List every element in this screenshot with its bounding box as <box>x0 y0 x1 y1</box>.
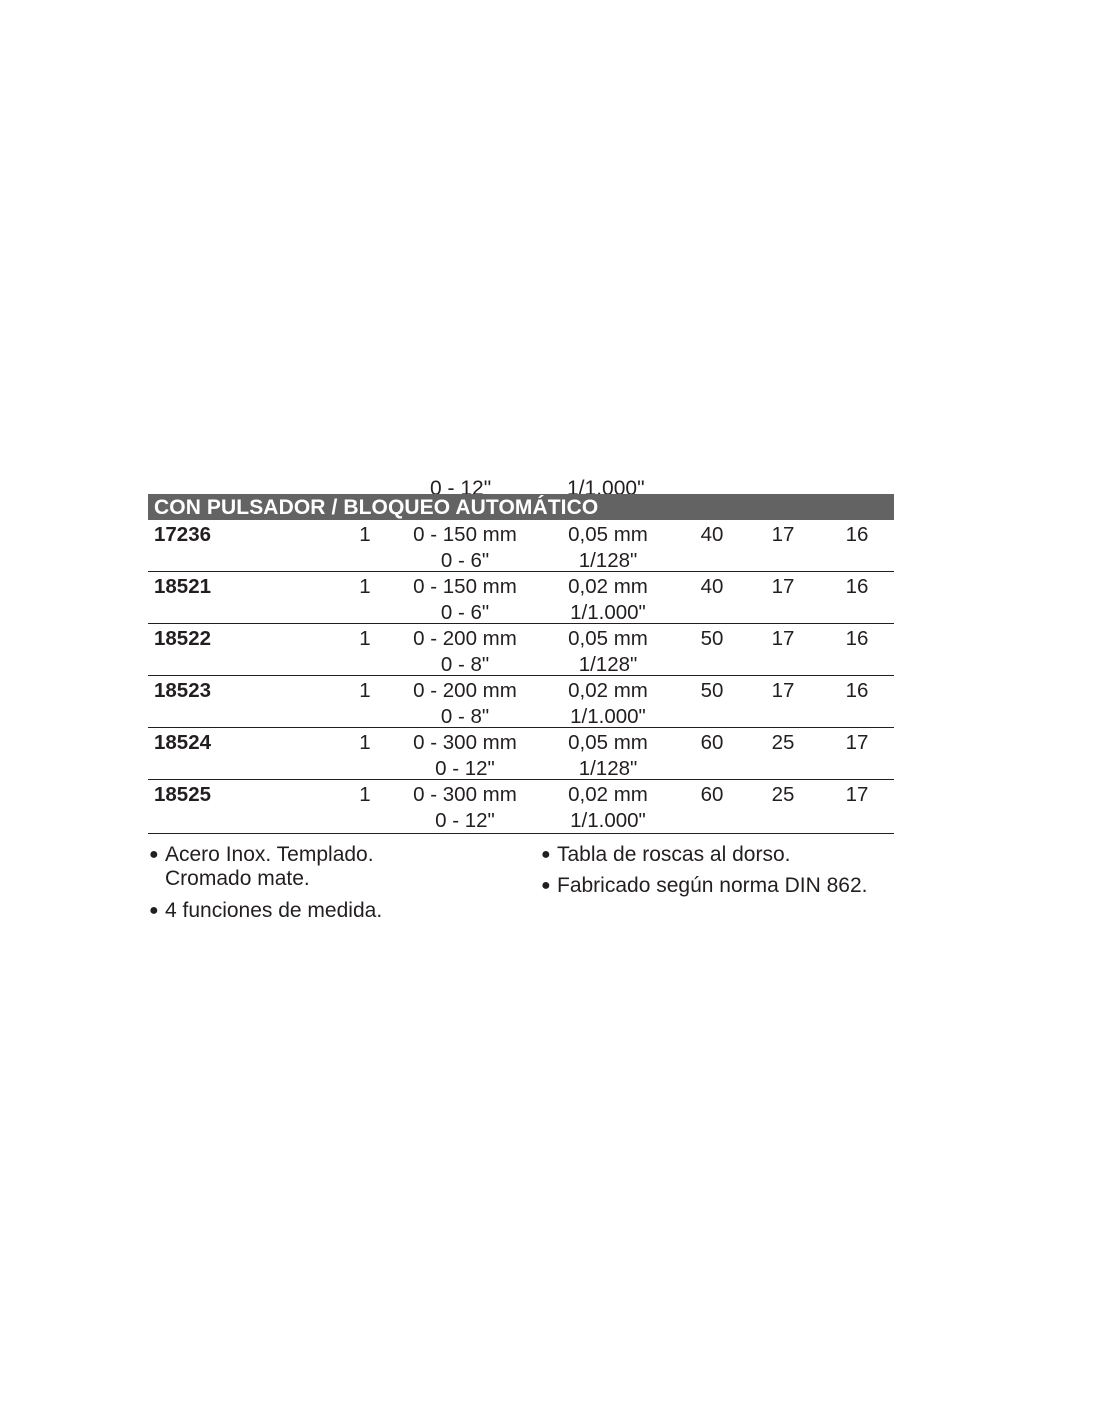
range-inch: 0 - 12" <box>435 757 495 780</box>
product-code: 17236 <box>154 523 212 546</box>
range-mm: 0 - 200 mm <box>413 679 517 702</box>
clipped-previous-row <box>148 474 894 494</box>
resolution <box>542 678 674 730</box>
measuring-range <box>400 574 530 626</box>
quantity: 1 <box>359 731 371 754</box>
dimension-b: 17 <box>771 627 795 650</box>
resolution-mm: 0,05 mm <box>568 627 648 650</box>
dimension-c: 16 <box>845 627 869 650</box>
range-inch: 0 - 8" <box>440 653 490 676</box>
list-item <box>148 843 508 891</box>
resolution-mm: 0,02 mm <box>568 783 648 806</box>
measuring-range <box>400 678 530 730</box>
bullet-icon: ● <box>541 846 551 863</box>
resolution-inch: 1/128" <box>578 757 638 780</box>
quantity: 1 <box>359 575 371 598</box>
list-item <box>540 874 900 898</box>
table-row <box>148 780 894 834</box>
quantity: 1 <box>359 783 371 806</box>
dimension-b: 17 <box>771 575 795 598</box>
range-mm: 0 - 200 mm <box>413 627 517 650</box>
clipped-resolution-text: 1/1.000" <box>567 477 645 494</box>
note-text: 4 funciones de medida. <box>165 899 383 922</box>
dimension-a: 50 <box>700 627 724 650</box>
list-item <box>148 899 508 923</box>
dimension-c: 16 <box>845 523 869 546</box>
resolution <box>542 574 674 626</box>
range-inch: 0 - 8" <box>440 705 490 728</box>
dimension-b: 25 <box>771 731 795 754</box>
resolution-inch: 1/128" <box>578 549 638 572</box>
range-inch: 0 - 12" <box>435 809 495 832</box>
measuring-range <box>400 782 530 834</box>
range-inch: 0 - 6" <box>440 601 490 624</box>
quantity: 1 <box>359 627 371 650</box>
resolution-mm: 0,05 mm <box>568 731 648 754</box>
table-row <box>148 572 894 624</box>
dimension-a: 60 <box>700 731 724 754</box>
product-code: 18523 <box>154 679 212 702</box>
product-table <box>148 520 894 834</box>
measuring-range <box>400 626 530 678</box>
range-mm: 0 - 300 mm <box>413 783 517 806</box>
dimension-a: 50 <box>700 679 724 702</box>
resolution <box>542 782 674 834</box>
measuring-range <box>400 730 530 782</box>
dimension-b: 25 <box>771 783 795 806</box>
section-header: CON PULSADOR / BLOQUEO AUTOMÁTICO <box>148 494 894 520</box>
table-row <box>148 520 894 572</box>
bullet-icon: ● <box>541 877 551 894</box>
dimension-c: 17 <box>845 783 869 806</box>
product-code: 18525 <box>154 783 212 806</box>
quantity: 1 <box>359 523 371 546</box>
note-text: Tabla de roscas al dorso. <box>557 843 791 866</box>
product-code: 18522 <box>154 627 212 650</box>
range-inch: 0 - 6" <box>440 549 490 572</box>
quantity: 1 <box>359 679 371 702</box>
dimension-c: 16 <box>845 575 869 598</box>
resolution-inch: 1/1.000" <box>570 601 646 624</box>
range-mm: 0 - 300 mm <box>413 731 517 754</box>
dimension-b: 17 <box>771 679 795 702</box>
dimension-c: 17 <box>845 731 869 754</box>
resolution <box>542 522 674 574</box>
clipped-range-text: 0 - 12" <box>430 477 492 494</box>
dimension-a: 40 <box>700 575 724 598</box>
resolution <box>542 730 674 782</box>
measuring-range <box>400 522 530 574</box>
note-text: Acero Inox. Templado. <box>165 843 374 866</box>
resolution-inch: 1/128" <box>578 653 638 676</box>
notes-left-column <box>148 843 508 923</box>
bullet-icon: ● <box>149 846 159 863</box>
table-row <box>148 728 894 780</box>
list-item <box>540 843 900 867</box>
resolution <box>542 626 674 678</box>
dimension-b: 17 <box>771 523 795 546</box>
resolution-inch: 1/1.000" <box>570 809 646 832</box>
dimension-c: 16 <box>845 679 869 702</box>
table-row <box>148 624 894 676</box>
table-row <box>148 676 894 728</box>
product-code: 18524 <box>154 731 212 754</box>
notes-right-column <box>540 843 900 898</box>
range-mm: 0 - 150 mm <box>413 575 517 598</box>
resolution-inch: 1/1.000" <box>570 705 646 728</box>
product-code: 18521 <box>154 575 212 598</box>
dimension-a: 40 <box>700 523 724 546</box>
resolution-mm: 0,05 mm <box>568 523 648 546</box>
resolution-mm: 0,02 mm <box>568 679 648 702</box>
note-text-continued: Cromado mate. <box>165 867 310 890</box>
note-text: Fabricado según norma DIN 862. <box>557 874 868 897</box>
resolution-mm: 0,02 mm <box>568 575 648 598</box>
bullet-icon: ● <box>149 902 159 919</box>
dimension-a: 60 <box>700 783 724 806</box>
range-mm: 0 - 150 mm <box>413 523 517 546</box>
